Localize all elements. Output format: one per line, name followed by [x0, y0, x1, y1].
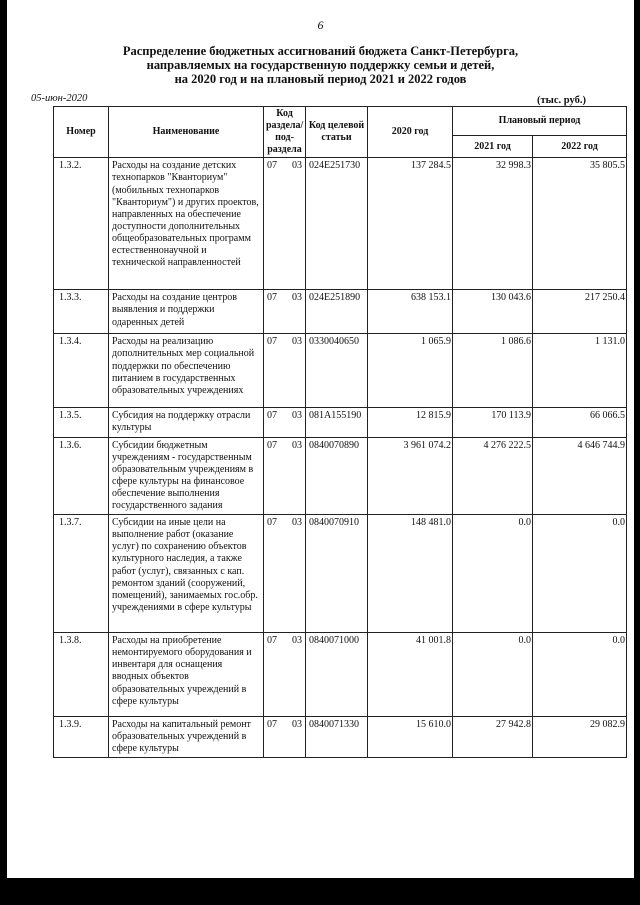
section-code: 07: [267, 635, 277, 647]
row-target-code: 0840070910: [306, 515, 368, 633]
row-name: Расходы на приобретение немонтируемого оборудования и инвентаря для оснащения вводных объектов образовательных учреждений в сфере культуры: [109, 633, 264, 717]
row-amount-2020: 148 481.0: [368, 515, 453, 633]
row-name: Расходы на реализацию дополнительных мер социальной поддержки по обеспечению питанием в государственных образовательных учреждениях: [109, 334, 264, 408]
header-name: Наименование: [109, 107, 264, 158]
row-name: Расходы на создание детских технопарков "Кванториум" (мобильных технопарков "Кванториум") и других проектов, направленных на обеспечение доступности дополнительных общеобразовательных программ естественнонаучной и технической направленностей: [109, 158, 264, 290]
row-section-code: [264, 290, 306, 334]
row-amount-2021: 32 998.3: [453, 158, 533, 290]
document-date: 05-июн-2020: [31, 93, 88, 104]
row-amount-2020: 1 065.9: [368, 334, 453, 408]
row-number: 1.3.5.: [54, 408, 109, 437]
row-amount-2022: 0.0: [533, 515, 627, 633]
row-name: Расходы на создание центров выявления и поддержки одаренных детей: [109, 290, 264, 334]
row-target-code: 0840070890: [306, 437, 368, 515]
row-number: 1.3.8.: [54, 633, 109, 717]
row-amount-2021: 130 043.6: [453, 290, 533, 334]
subsection-code: 03: [292, 410, 302, 422]
row-target-code: 024E251890: [306, 290, 368, 334]
header-2020: 2020 год: [368, 107, 453, 158]
row-name: Субсидия на поддержку отрасли культуры: [109, 408, 264, 437]
row-amount-2020: 12 815.9: [368, 408, 453, 437]
row-name: Расходы на капитальный ремонт образовательных учреждений в сфере культуры: [109, 717, 264, 758]
header-section-code: Код раздела/ под- раздела: [264, 107, 306, 158]
table-row: [54, 437, 627, 515]
row-amount-2022: 217 250.4: [533, 290, 627, 334]
row-target-code: 0330040650: [306, 334, 368, 408]
row-number: 1.3.6.: [54, 437, 109, 515]
row-amount-2022: 66 066.5: [533, 408, 627, 437]
units-label: (тыс. руб.): [537, 95, 586, 106]
section-code: 07: [267, 439, 277, 451]
title-line-3: на 2020 год и на плановый период 2021 и 2022 годов: [174, 72, 467, 86]
section-code: 07: [267, 719, 277, 731]
header-target-code: Код целевой статьи: [306, 107, 368, 158]
row-name: Субсидии на иные цели на выполнение работ (оказание услуг) по сохранению объектов культурного наследия, а также работ (услуг), связанных с кап. ремонтом зданий (сооружений, помещений), занимаемых гос.обр. учреждениями в сфере культуры: [109, 515, 264, 633]
table-row: [54, 515, 627, 633]
row-amount-2022: 4 646 744.9: [533, 437, 627, 515]
title-line-1: Распределение бюджетных ассигнований бюджета Санкт-Петербурга,: [122, 44, 519, 58]
row-section-code: [264, 437, 306, 515]
row-name: Субсидии бюджетным учреждениям - государственным образовательным учреждениям в сфере культуры на финансовое обеспечение выполнения государственного задания: [109, 437, 264, 515]
row-amount-2020: 41 001.8: [368, 633, 453, 717]
budget-table: [53, 106, 627, 758]
table-header-row: [54, 107, 627, 136]
row-amount-2021: 0.0: [453, 633, 533, 717]
section-code: 07: [267, 336, 277, 348]
table-row: [54, 334, 627, 408]
row-amount-2020: 638 153.1: [368, 290, 453, 334]
row-amount-2021: 4 276 222.5: [453, 437, 533, 515]
row-section-code: [264, 717, 306, 758]
section-code: 07: [267, 292, 277, 304]
section-code: 07: [267, 160, 277, 172]
subsection-code: 03: [292, 336, 302, 348]
row-section-code: [264, 334, 306, 408]
subsection-code: 03: [292, 719, 302, 731]
row-amount-2022: 29 082.9: [533, 717, 627, 758]
row-amount-2020: 3 961 074.2: [368, 437, 453, 515]
subsection-code: 03: [292, 517, 302, 529]
document-page: [7, 0, 634, 878]
row-amount-2021: 1 086.6: [453, 334, 533, 408]
row-amount-2020: 15 610.0: [368, 717, 453, 758]
subsection-code: 03: [292, 160, 302, 172]
row-amount-2022: 1 131.0: [533, 334, 627, 408]
row-amount-2022: 0.0: [533, 633, 627, 717]
document-title: [7, 44, 634, 86]
table-row: [54, 633, 627, 717]
table-row: [54, 290, 627, 334]
row-number: 1.3.7.: [54, 515, 109, 633]
row-amount-2021: 27 942.8: [453, 717, 533, 758]
row-target-code: 024E251730: [306, 158, 368, 290]
row-section-code: [264, 158, 306, 290]
row-amount-2020: 137 284.5: [368, 158, 453, 290]
row-number: 1.3.4.: [54, 334, 109, 408]
header-2022: 2022 год: [533, 135, 627, 158]
subsection-code: 03: [292, 292, 302, 304]
row-target-code: 081A155190: [306, 408, 368, 437]
header-number: Номер: [54, 107, 109, 158]
table-row: [54, 158, 627, 290]
subsection-code: 03: [292, 439, 302, 451]
row-amount-2021: 0.0: [453, 515, 533, 633]
subsection-code: 03: [292, 635, 302, 647]
row-number: 1.3.2.: [54, 158, 109, 290]
row-number: 1.3.9.: [54, 717, 109, 758]
header-planned-period: Плановый период: [453, 107, 627, 136]
header-2021: 2021 год: [453, 135, 533, 158]
table-body: [54, 158, 627, 758]
page-number: 6: [317, 18, 324, 32]
row-amount-2021: 170 113.9: [453, 408, 533, 437]
row-section-code: [264, 633, 306, 717]
row-section-code: [264, 408, 306, 437]
row-amount-2022: 35 805.5: [533, 158, 627, 290]
section-code: 07: [267, 517, 277, 529]
row-section-code: [264, 515, 306, 633]
table-row: [54, 717, 627, 758]
table-row: [54, 408, 627, 437]
row-number: 1.3.3.: [54, 290, 109, 334]
row-target-code: 0840071000: [306, 633, 368, 717]
row-target-code: 0840071330: [306, 717, 368, 758]
section-code: 07: [267, 410, 277, 422]
title-line-2: направляемых на государственную поддержку семьи и детей,: [146, 58, 495, 72]
